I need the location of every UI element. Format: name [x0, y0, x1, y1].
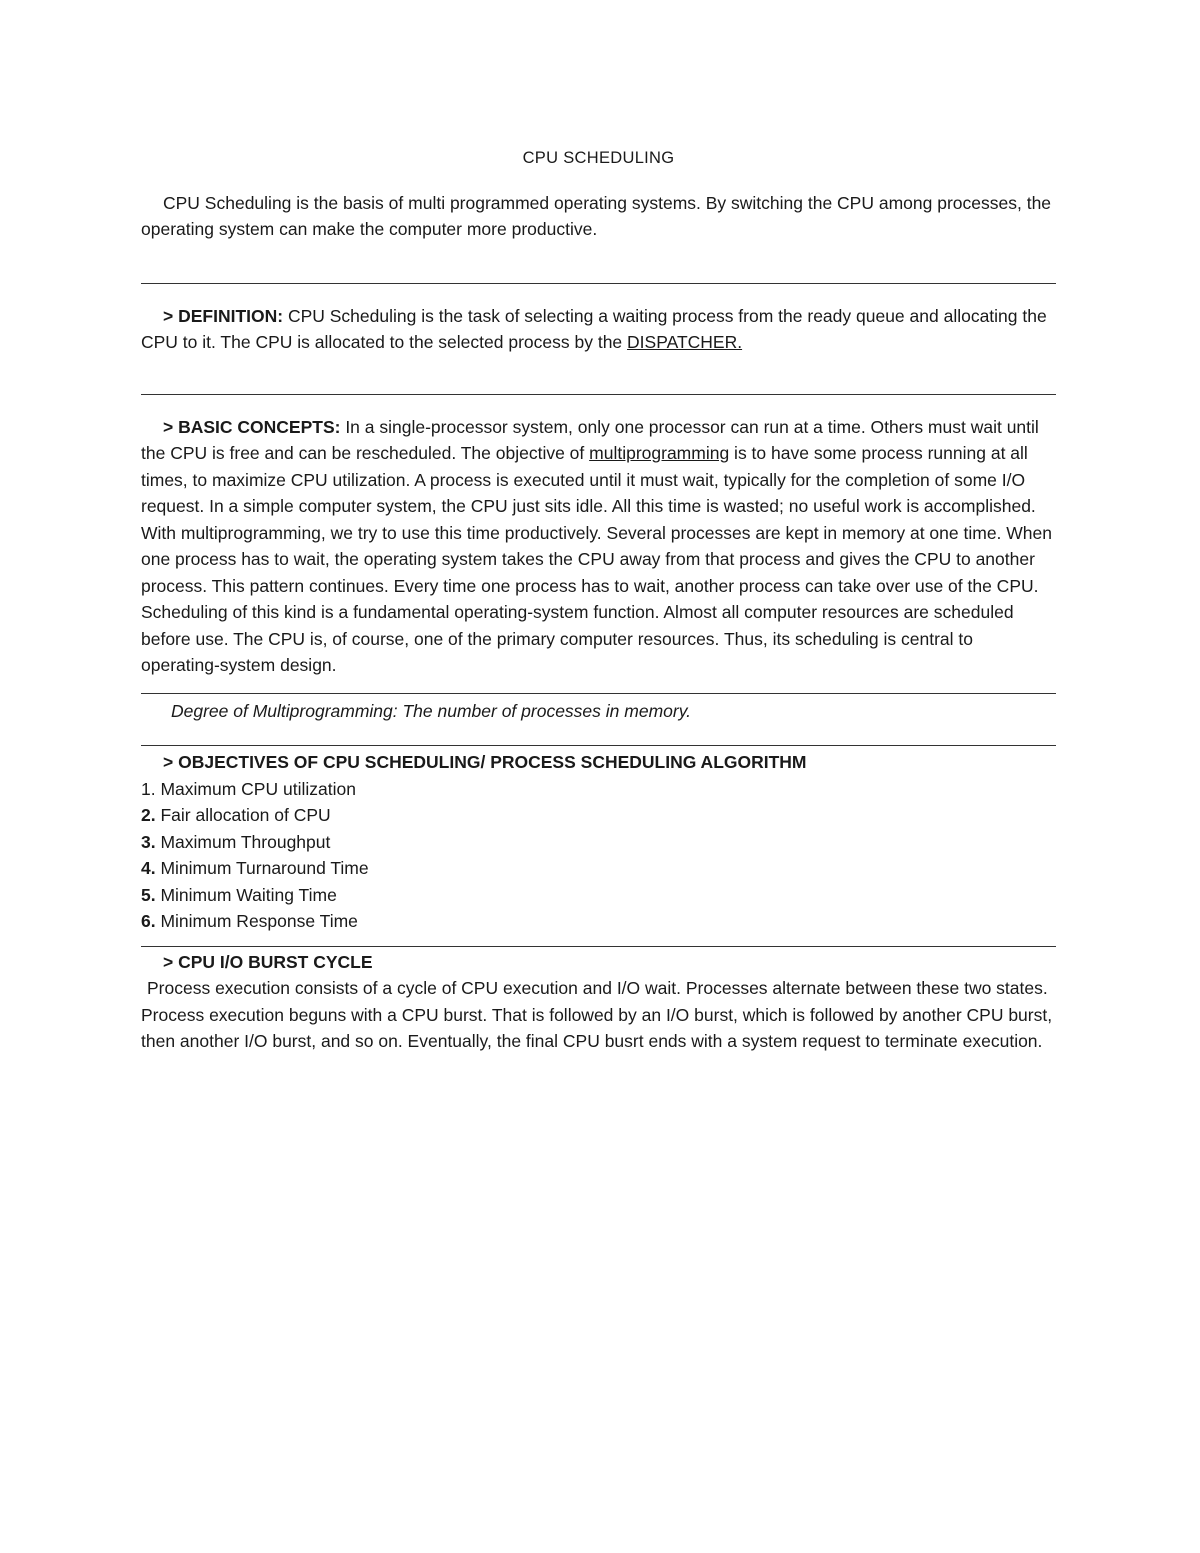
intro-paragraph: CPU Scheduling is the basis of multi programmed operating systems. By switching the CPU among processes, the operating system can make the computer more productive.: [141, 192, 1052, 239]
objectives-heading-text: > OBJECTIVES OF CPU SCHEDULING/ PROCESS SCHEDULING ALGORITHM: [163, 752, 807, 772]
list-item: [141, 802, 1056, 829]
list-text: Maximum Throughput: [155, 831, 331, 852]
burst-cycle-heading-text: > CPU I/O BURST CYCLE: [163, 951, 373, 972]
definition-paragraph: [141, 303, 1056, 356]
list-number: 1.: [141, 778, 156, 799]
list-item: [141, 882, 1056, 909]
basic-concepts-paragraph: [141, 414, 1056, 679]
list-number: 6.: [141, 911, 156, 931]
list-number: 2.: [141, 805, 156, 825]
basic-concepts-text-a: In a single-processor system, only one processor can run at a time. Others must wait until the CPU is free and can be rescheduled. The objective of: [141, 416, 1039, 463]
list-text: Minimum Waiting Time: [155, 884, 337, 905]
list-text: Fair allocation of CPU: [155, 805, 331, 825]
document-body: [141, 145, 1056, 1055]
basic-concepts-text-b: is to have some process running at all times, to maximize CPU utilization. A process is executed until it must wait, typically for the completion of some I/O request. In a simple computer system, the CPU just sits idle. All this time is wasted; no useful work is accomplished. With multiprogramming, we try to use this time productively. Several processes are kept in memory at one time. When one process has to wait, the operating system takes the CPU away from that process and gives the CPU to another process. This pattern continues. Every time one process has to wait, another process can take over use of the CPU. Scheduling of this kind is a fundamental operating-system function. Almost all computer resources are scheduled before use. The CPU is, of course, one of the primary computer resources. Thus, its scheduling is central to operating-system design.: [141, 443, 1052, 675]
list-number: 3.: [141, 831, 156, 852]
burst-cycle-paragraph: Process execution consists of a cycle of CPU execution and I/O wait. Processes alternate between these two states. Process execution beguns with a CPU burst. That is followed by an I/O burst, which is followed by another CPU burst, then another I/O burst, and so on. Eventually, the final CPU busrt ends with a system request to terminate execution.: [141, 978, 1053, 1051]
multiprogramming-term: multiprogramming: [589, 443, 730, 463]
list-text: Minimum Response Time: [155, 911, 358, 931]
burst-cycle-heading: [141, 949, 1056, 976]
basic-concepts-label: > BASIC CONCEPTS:: [163, 416, 341, 437]
degree-note-text: Degree of Multiprogramming: The number of processes in memory.: [171, 700, 692, 721]
objectives-heading: [141, 749, 1056, 776]
list-item: [141, 855, 1056, 882]
dispatcher-term: DISPATCHER.: [627, 332, 743, 352]
definition-label: > DEFINITION:: [163, 305, 284, 326]
page-title: CPU SCHEDULING: [522, 149, 675, 167]
list-item: [141, 776, 1056, 803]
definition-text: CPU Scheduling is the task of selecting a waiting process from the ready queue and allocating the CPU to it. The CPU is allocated to the selected process by the: [141, 305, 1047, 352]
objectives-list: [141, 776, 1056, 935]
list-text: Maximum CPU utilization: [155, 778, 356, 799]
list-item: [141, 829, 1056, 856]
list-number: 5.: [141, 884, 156, 905]
degree-note: [141, 698, 1056, 725]
list-text: Minimum Turnaround Time: [155, 858, 369, 878]
list-number: 4.: [141, 858, 156, 878]
list-item: [141, 908, 1056, 935]
